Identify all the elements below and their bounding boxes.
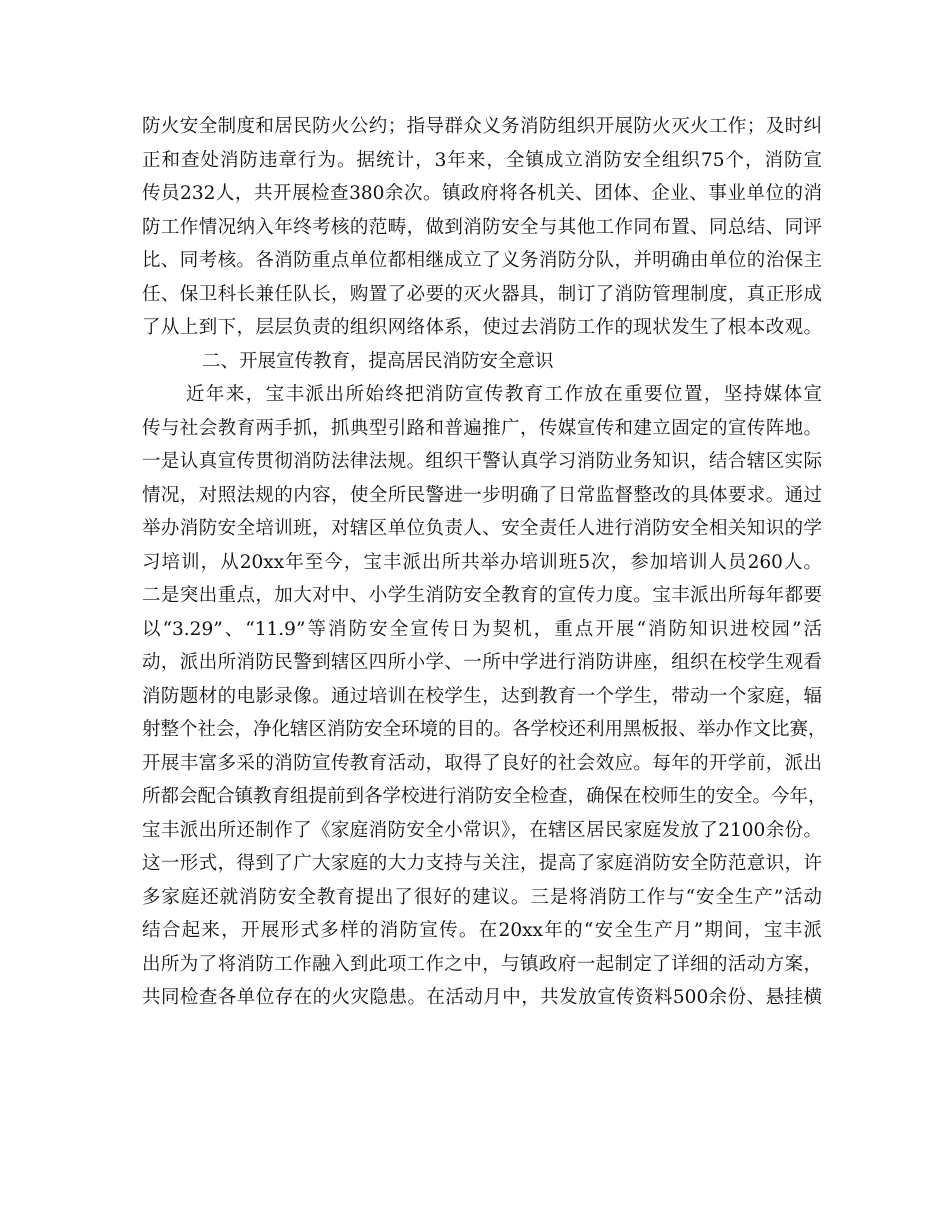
- text-line: 这一形式，得到了广大家庭的大力支持与关注，提高了家庭消防安全防范意识，许: [142, 853, 822, 874]
- text-line: 以“3.29”、“11.9”等消防安全宣传日为契机，重点开展“消防知识进校园”活: [142, 618, 822, 640]
- text-line: 消防题材的电影录像。通过培训在校学生，达到教育一个学生，带动一个家庭，辐: [142, 685, 822, 707]
- section-heading: 二、开展宣传教育，提高居民消防安全意识: [202, 350, 554, 372]
- paragraph-2: [142, 378, 827, 1015]
- text-line: 举办消防安全培训班，对辖区单位负责人、安全责任人进行消防安全相关知识的学: [142, 518, 822, 539]
- text-line: 防工作情况纳入年终考核的范畴，做到消防安全与其他工作同布置、同总结、同评: [142, 216, 822, 238]
- text-line: 近年来，宝丰派出所始终把消防宣传教育工作放在重要位置，坚持媒体宣: [186, 384, 822, 405]
- text-line: 射整个社会，净化辖区消防安全环境的目的。各学校还利用黑板报、举办作文比赛，: [142, 719, 827, 740]
- text-line: 防火安全制度和居民防火公约；指导群众义务消防组织开展防火灭火工作；及时纠: [142, 116, 822, 137]
- text-line: 动，派出所消防民警到辖区四所小学、一所中学进行消防讲座，组织在校学生观看: [142, 652, 822, 673]
- text-line: 习培训，从20xx年至今，宝丰派出所共举办培训班5次，参加培训人员260人。: [142, 551, 822, 573]
- text-line: 多家庭还就消防安全教育提出了很好的建议。三是将消防工作与“安全生产”活动: [142, 886, 822, 908]
- document-body: [142, 110, 827, 1015]
- text-line: 共同检查各单位存在的火灾隐患。在活动月中，共发放宣传资料500余份、悬挂横: [142, 987, 822, 1008]
- text-line: 宝丰派出所还制作了《家庭消防安全小常识》，在辖区居民家庭发放了2100余份。: [142, 819, 822, 841]
- text-line: 正和查处消防违章行为。据统计，3年来，全镇成立消防安全组织75个，消防宣: [142, 149, 822, 171]
- text-line: 比、同考核。各消防重点单位都相继成立了义务消防分队，并明确由单位的治保主: [142, 250, 822, 271]
- text-line: 所都会配合镇教育组提前到各学校进行消防安全检查，确保在校师生的安全。今年，: [142, 786, 827, 807]
- text-line: 了从上到下，层层负责的组织网络体系，使过去消防工作的现状发生了根本改观。: [142, 317, 822, 338]
- text-line: 传与社会教育两手抓，抓典型引路和普遍推广，传媒宣传和建立固定的宣传阵地。: [142, 417, 822, 439]
- paragraph-1: [142, 110, 822, 345]
- text-line: 出所为了将消防工作融入到此项工作之中，与镇政府一起制定了详细的活动方案，: [142, 953, 822, 975]
- text-line: 一是认真宣传贯彻消防法律法规。组织干警认真学习消防业务知识，结合辖区实际: [142, 451, 822, 472]
- text-line: 情况，对照法规的内容，使全所民警进一步明确了日常监督整改的具体要求。通过: [142, 484, 822, 506]
- text-line: 任、保卫科长兼任队长，购置了必要的灭火器具，制订了消防管理制度，真正形成: [142, 283, 822, 305]
- text-line: 二是突出重点，加大对中、小学生消防安全教育的宣传力度。宝丰派出所每年都要: [142, 585, 822, 606]
- text-line: 开展丰富多采的消防宣传教育活动，取得了良好的社会效应。每年的开学前，派出: [142, 752, 822, 774]
- text-line: 结合起来，开展形式多样的消防宣传。在20xx年的“安全生产月”期间，宝丰派: [142, 920, 822, 941]
- text-line: 传员232人，共开展检查380余次。镇政府将各机关、团体、企业、事业单位的消: [142, 183, 822, 204]
